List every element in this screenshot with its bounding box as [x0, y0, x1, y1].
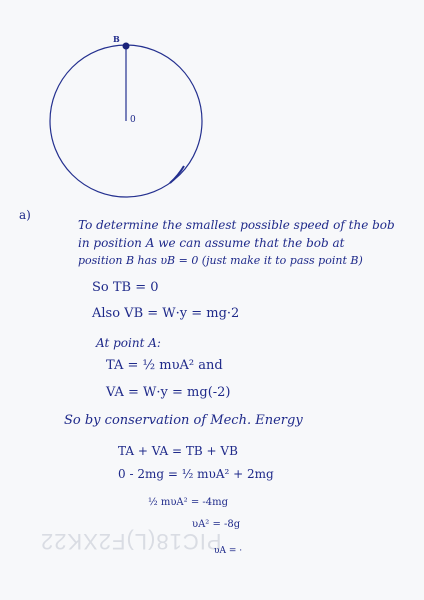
arc-mark [170, 166, 184, 183]
label-o: 0 [130, 115, 136, 125]
va-equation: VA = W·y = mg(-2) [106, 385, 231, 400]
bleed-through-text: PIC18(L)F2XK22 [40, 529, 222, 554]
step-2-equation: υA² = -8g [192, 519, 241, 530]
also-vb-line: Also VB = W·y = mg·2 [92, 306, 240, 321]
conservation-line: So by conservation of Mech. Energy [64, 413, 303, 428]
section-label: a) [19, 208, 31, 222]
energy-equation: TA + VA = TB + VB [118, 444, 238, 458]
so-tb-line: So TB = 0 [92, 280, 159, 295]
bob-point-b [123, 43, 130, 50]
at-point-a-line: At point A: [96, 336, 161, 350]
step-1-equation: ½ mυA² = -4mg [148, 497, 229, 508]
substituted-equation: 0 - 2mg = ½ mυA² + 2mg [118, 467, 274, 481]
step-3-equation: υA = · [214, 546, 243, 556]
intro-line-2: in position A we can assume that the bob at [78, 236, 345, 250]
intro-line-1: To determine the smallest possible speed of the bob [78, 218, 395, 232]
intro-line-3: position B has υB = 0 (just make it to pass point B) [78, 254, 363, 267]
ta-equation: TA = ½ mυA² and [106, 358, 223, 373]
label-b: B [113, 34, 120, 44]
